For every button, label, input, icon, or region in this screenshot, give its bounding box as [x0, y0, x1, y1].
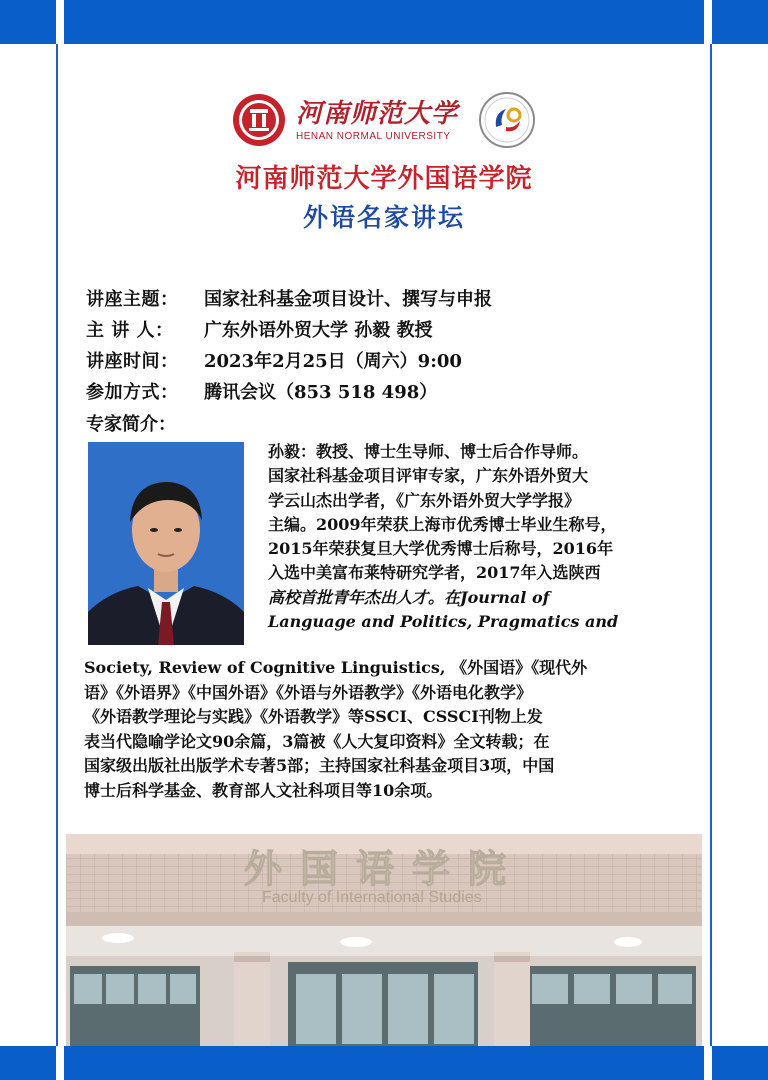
detail-value: 腾讯会议（853 518 498）	[204, 382, 438, 403]
school-name	[296, 99, 458, 142]
faculty-building-photo	[66, 834, 702, 1046]
bio-line: 学云山杰出学者，《广东外语外贸大学学报》	[268, 490, 581, 510]
detail-row-topic	[86, 284, 492, 315]
building-sign-en: Faculty of International Studies	[262, 889, 482, 906]
frame-right-border	[710, 0, 768, 1080]
page-subtitle: 外语名家讲坛	[302, 203, 465, 232]
detail-row-method	[86, 377, 492, 408]
bio-line: 《外语教学理论与实践》《外语教学》等SSCI、CSSCI刊物上发	[84, 707, 543, 727]
bio-line: 入选中美富布莱特研究学者，2017年入选陕西	[268, 563, 601, 583]
bio-line: 2015年荣获复旦大学优秀博士后称号，2016年	[268, 539, 614, 559]
anniversary-emblem-icon	[478, 91, 536, 149]
speaker-photo	[88, 442, 244, 645]
detail-label: 讲座时间：	[86, 351, 179, 372]
university-logo-row	[232, 90, 536, 150]
intro-heading: 专家简介：	[86, 414, 176, 435]
bio-text-full-width	[84, 656, 700, 804]
detail-row-time	[86, 346, 492, 377]
frame-bottom-bar	[0, 1046, 768, 1080]
bio-line: 博士后科学基金、教育部人文社科项目等10余项。	[84, 780, 443, 800]
detail-value: 广东外语外贸大学 孙毅 教授	[204, 320, 433, 341]
detail-row-speaker	[86, 315, 492, 346]
bio-line: 主编。2009年荣获上海市优秀博士毕业生称号，	[268, 514, 617, 534]
bio-line: 国家级出版社出版学术专著5部；主持国家社科基金项目3项，中国	[84, 756, 555, 776]
building-sign-cn: 外国语学院	[244, 846, 525, 891]
bio-line: 语》《外语界》《中国外语》《外语与外语教学》《外语电化教学》	[84, 682, 533, 702]
poster	[66, 44, 702, 1046]
bio-line: 高校首批青年杰出人才。在Journal of	[268, 587, 550, 607]
detail-value: 国家社科基金项目设计、撰写与申报	[204, 289, 492, 310]
page-title: 河南师范大学外国语学院	[235, 164, 533, 194]
frame-top-bar	[0, 0, 768, 44]
school-name-cn: 河南师范大学	[296, 98, 459, 129]
detail-value: 2023年2月25日（周六）9:00	[204, 351, 462, 372]
university-seal-icon	[232, 93, 286, 147]
bio-line: Society, Review of Cognitive Linguistics, 《外国语》《现代外	[84, 658, 588, 677]
bio-line: 国家社科基金项目评审专家，广东外语外贸大	[268, 466, 589, 486]
bio-line: 孙毅：教授、博士生导师、博士后合作导师。	[268, 442, 589, 461]
bio-line: Language and Politics, Pragmatics and	[268, 612, 619, 632]
detail-label: 参加方式：	[86, 382, 179, 403]
school-name-en: HENAN NORMAL UNIVERSITY	[296, 130, 451, 142]
detail-label: 讲座主题：	[86, 289, 179, 310]
bio-line: 表当代隐喻学论文90余篇，3篇被《人大复印资料》全文转载；在	[84, 731, 550, 751]
detail-label: 主 讲 人：	[86, 320, 174, 341]
lecture-details	[86, 284, 492, 408]
bio-text-beside-photo	[268, 440, 694, 634]
frame-left-border	[0, 0, 58, 1080]
